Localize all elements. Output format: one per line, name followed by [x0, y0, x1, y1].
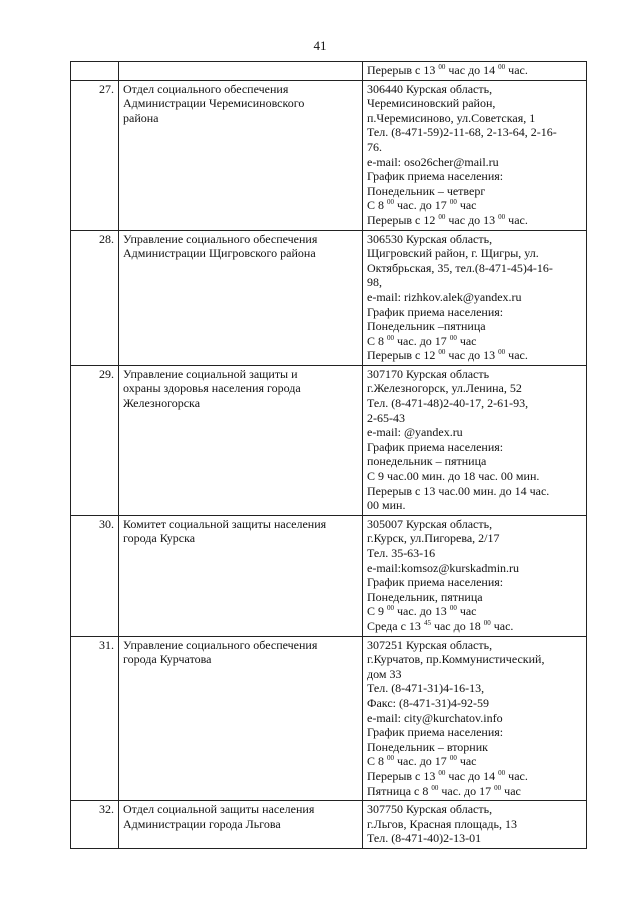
info-line: e-mail: oso26cher@mail.ru — [367, 154, 499, 169]
table-row — [71, 62, 587, 81]
info-line: 76. — [367, 139, 382, 154]
table-row — [71, 365, 587, 515]
info-line: С 8 $^{00}$ час. до 17 $^{00}$ час — [367, 198, 477, 213]
info-line: График приема населения: — [367, 169, 504, 184]
info-line: График приема населения: — [367, 439, 504, 454]
info-line: 305007 Курская область, — [367, 516, 493, 531]
name-line: Управление социального обеспечения — [123, 231, 318, 246]
row-number: 30. — [71, 515, 119, 636]
name-line: Отдел социального обеспечения — [123, 81, 289, 96]
name-line: Отдел социальной защиты населения — [123, 802, 315, 817]
organization-name — [119, 801, 363, 849]
info-line: Тел. (8-471-40)2-13-01 — [367, 831, 482, 846]
name-line: города Курска — [123, 531, 196, 546]
name-line: охраны здоровья населения города — [123, 381, 301, 396]
info-line: Перерыв с 12 $^{00}$ час до 13 $^{00}$ час. — [367, 348, 528, 363]
name-line: Комитет социальной защиты населения — [123, 516, 327, 531]
name-line: Администрации города Льгова — [123, 816, 281, 831]
info-line: 2-65-43 — [367, 410, 405, 425]
contact-info — [363, 515, 587, 636]
info-line: Октябрьская, 35, тел.(8-471-45)4-16- — [367, 260, 553, 275]
info-line: График приема населения: — [367, 575, 504, 590]
info-line: Факс: (8-471-31)4-92-59 — [367, 695, 489, 710]
row-number: 27. — [71, 80, 119, 230]
info-line: С 8 $^{00}$ час. до 17 $^{00}$ час — [367, 754, 477, 769]
info-line: дом 33 — [367, 666, 402, 681]
info-line: г.Курск, ул.Пигорева, 2/17 — [367, 531, 500, 546]
info-line: e-mail: city@kurchatov.info — [367, 710, 503, 725]
info-line: Понедельник – вторник — [367, 739, 488, 754]
contact-info — [363, 365, 587, 515]
info-line: 306530 Курская область, — [367, 231, 493, 246]
organization-name — [119, 636, 363, 801]
table-row — [71, 801, 587, 849]
info-line: п.Черемисиново, ул.Советская, 1 — [367, 110, 536, 125]
info-line: 307750 Курская область, — [367, 802, 493, 817]
row-number: 28. — [71, 230, 119, 365]
name-line: Управление социального обеспечения — [123, 637, 318, 652]
info-line: e-mail: rizhkov.alek@yandex.ru — [367, 289, 522, 304]
info-line: Черемисиновский район, — [367, 96, 496, 111]
info-line: 307170 Курская область — [367, 366, 490, 381]
info-line: Перерыв с 13 $^{00}$ час до 14 $^{00}$ час. — [367, 768, 528, 783]
info-line: С 8 $^{00}$ час. до 17 $^{00}$ час — [367, 333, 477, 348]
row-number: 29. — [71, 365, 119, 515]
info-line: С 9 час.00 мин. до 18 час. 00 мин. — [367, 469, 540, 484]
organization-name — [119, 62, 363, 81]
info-line: Понедельник –пятница — [367, 319, 486, 334]
row-number — [71, 62, 119, 81]
info-line: Тел. (8-471-48)2-40-17, 2-61-93, — [367, 396, 529, 411]
organization-name — [119, 80, 363, 230]
name-line: города Курчатова — [123, 652, 212, 667]
info-line: e-mail:komsoz@kurskadmin.ru — [367, 560, 520, 575]
info-line: Щигровский район, г. Щигры, ул. — [367, 246, 539, 261]
info-line: г.Льгов, Красная площадь, 13 — [367, 816, 517, 831]
table-row — [71, 515, 587, 636]
contact-info — [363, 230, 587, 365]
info-line: С 9 $^{00}$ час. до 13 $^{00}$ час — [367, 604, 477, 619]
organization-name — [119, 515, 363, 636]
info-line: Тел. 35-63-16 — [367, 546, 436, 560]
table-row — [71, 80, 587, 230]
info-line: Среда с 13 $^{45}$ час до 18 $^{00}$ час. — [367, 618, 514, 633]
name-line: Управление социальной защиты и — [123, 366, 298, 381]
info-line: г.Железногорск, ул.Ленина, 52 — [367, 381, 522, 396]
info-line: График приема населения: — [367, 725, 504, 740]
info-line: 307251 Курская область, — [367, 637, 493, 652]
organizations-table — [70, 61, 587, 849]
info-line: Перерыв с 13 $^{00}$ час до 14 $^{00}$ час. — [367, 63, 528, 77]
info-line: Понедельник – четверг — [367, 183, 486, 198]
info-line: Перерыв с 12 $^{00}$ час до 13 $^{00}$ час. — [367, 212, 528, 227]
name-line: Администрации Щигровского района — [123, 246, 316, 261]
info-line: понедельник – пятница — [367, 454, 487, 469]
row-number: 31. — [71, 636, 119, 801]
organization-name — [119, 365, 363, 515]
info-line: Тел. (8-471-59)2-11-68, 2-13-64, 2-16- — [367, 125, 557, 140]
info-line: 98, — [367, 275, 382, 290]
table-row — [71, 230, 587, 365]
contact-info — [363, 801, 587, 849]
organization-name — [119, 230, 363, 365]
info-line: Пятница с 8 $^{00}$ час. до 17 $^{00}$ час — [367, 783, 521, 798]
contact-info — [363, 62, 587, 81]
info-line: 00 мин. — [367, 498, 406, 513]
info-line: График приема населения: — [367, 304, 504, 319]
info-line: Понедельник, пятница — [367, 589, 483, 604]
info-line: Тел. (8-471-31)4-16-13, — [367, 681, 485, 696]
contact-info — [363, 636, 587, 801]
name-line: Железногорска — [123, 396, 201, 411]
table-row — [71, 636, 587, 801]
info-line: 306440 Курская область, — [367, 81, 493, 96]
contact-info — [363, 80, 587, 230]
info-line: г.Курчатов, пр.Коммунистический, — [367, 652, 545, 667]
page-number: 41 — [313, 38, 327, 53]
row-number: 32. — [71, 801, 119, 849]
name-line: района — [123, 110, 159, 125]
name-line: Администрации Черемисиновского — [123, 96, 305, 111]
info-line: e-mail: @yandex.ru — [367, 425, 463, 440]
info-line: Перерыв с 13 час.00 мин. до 14 час. — [367, 483, 550, 498]
